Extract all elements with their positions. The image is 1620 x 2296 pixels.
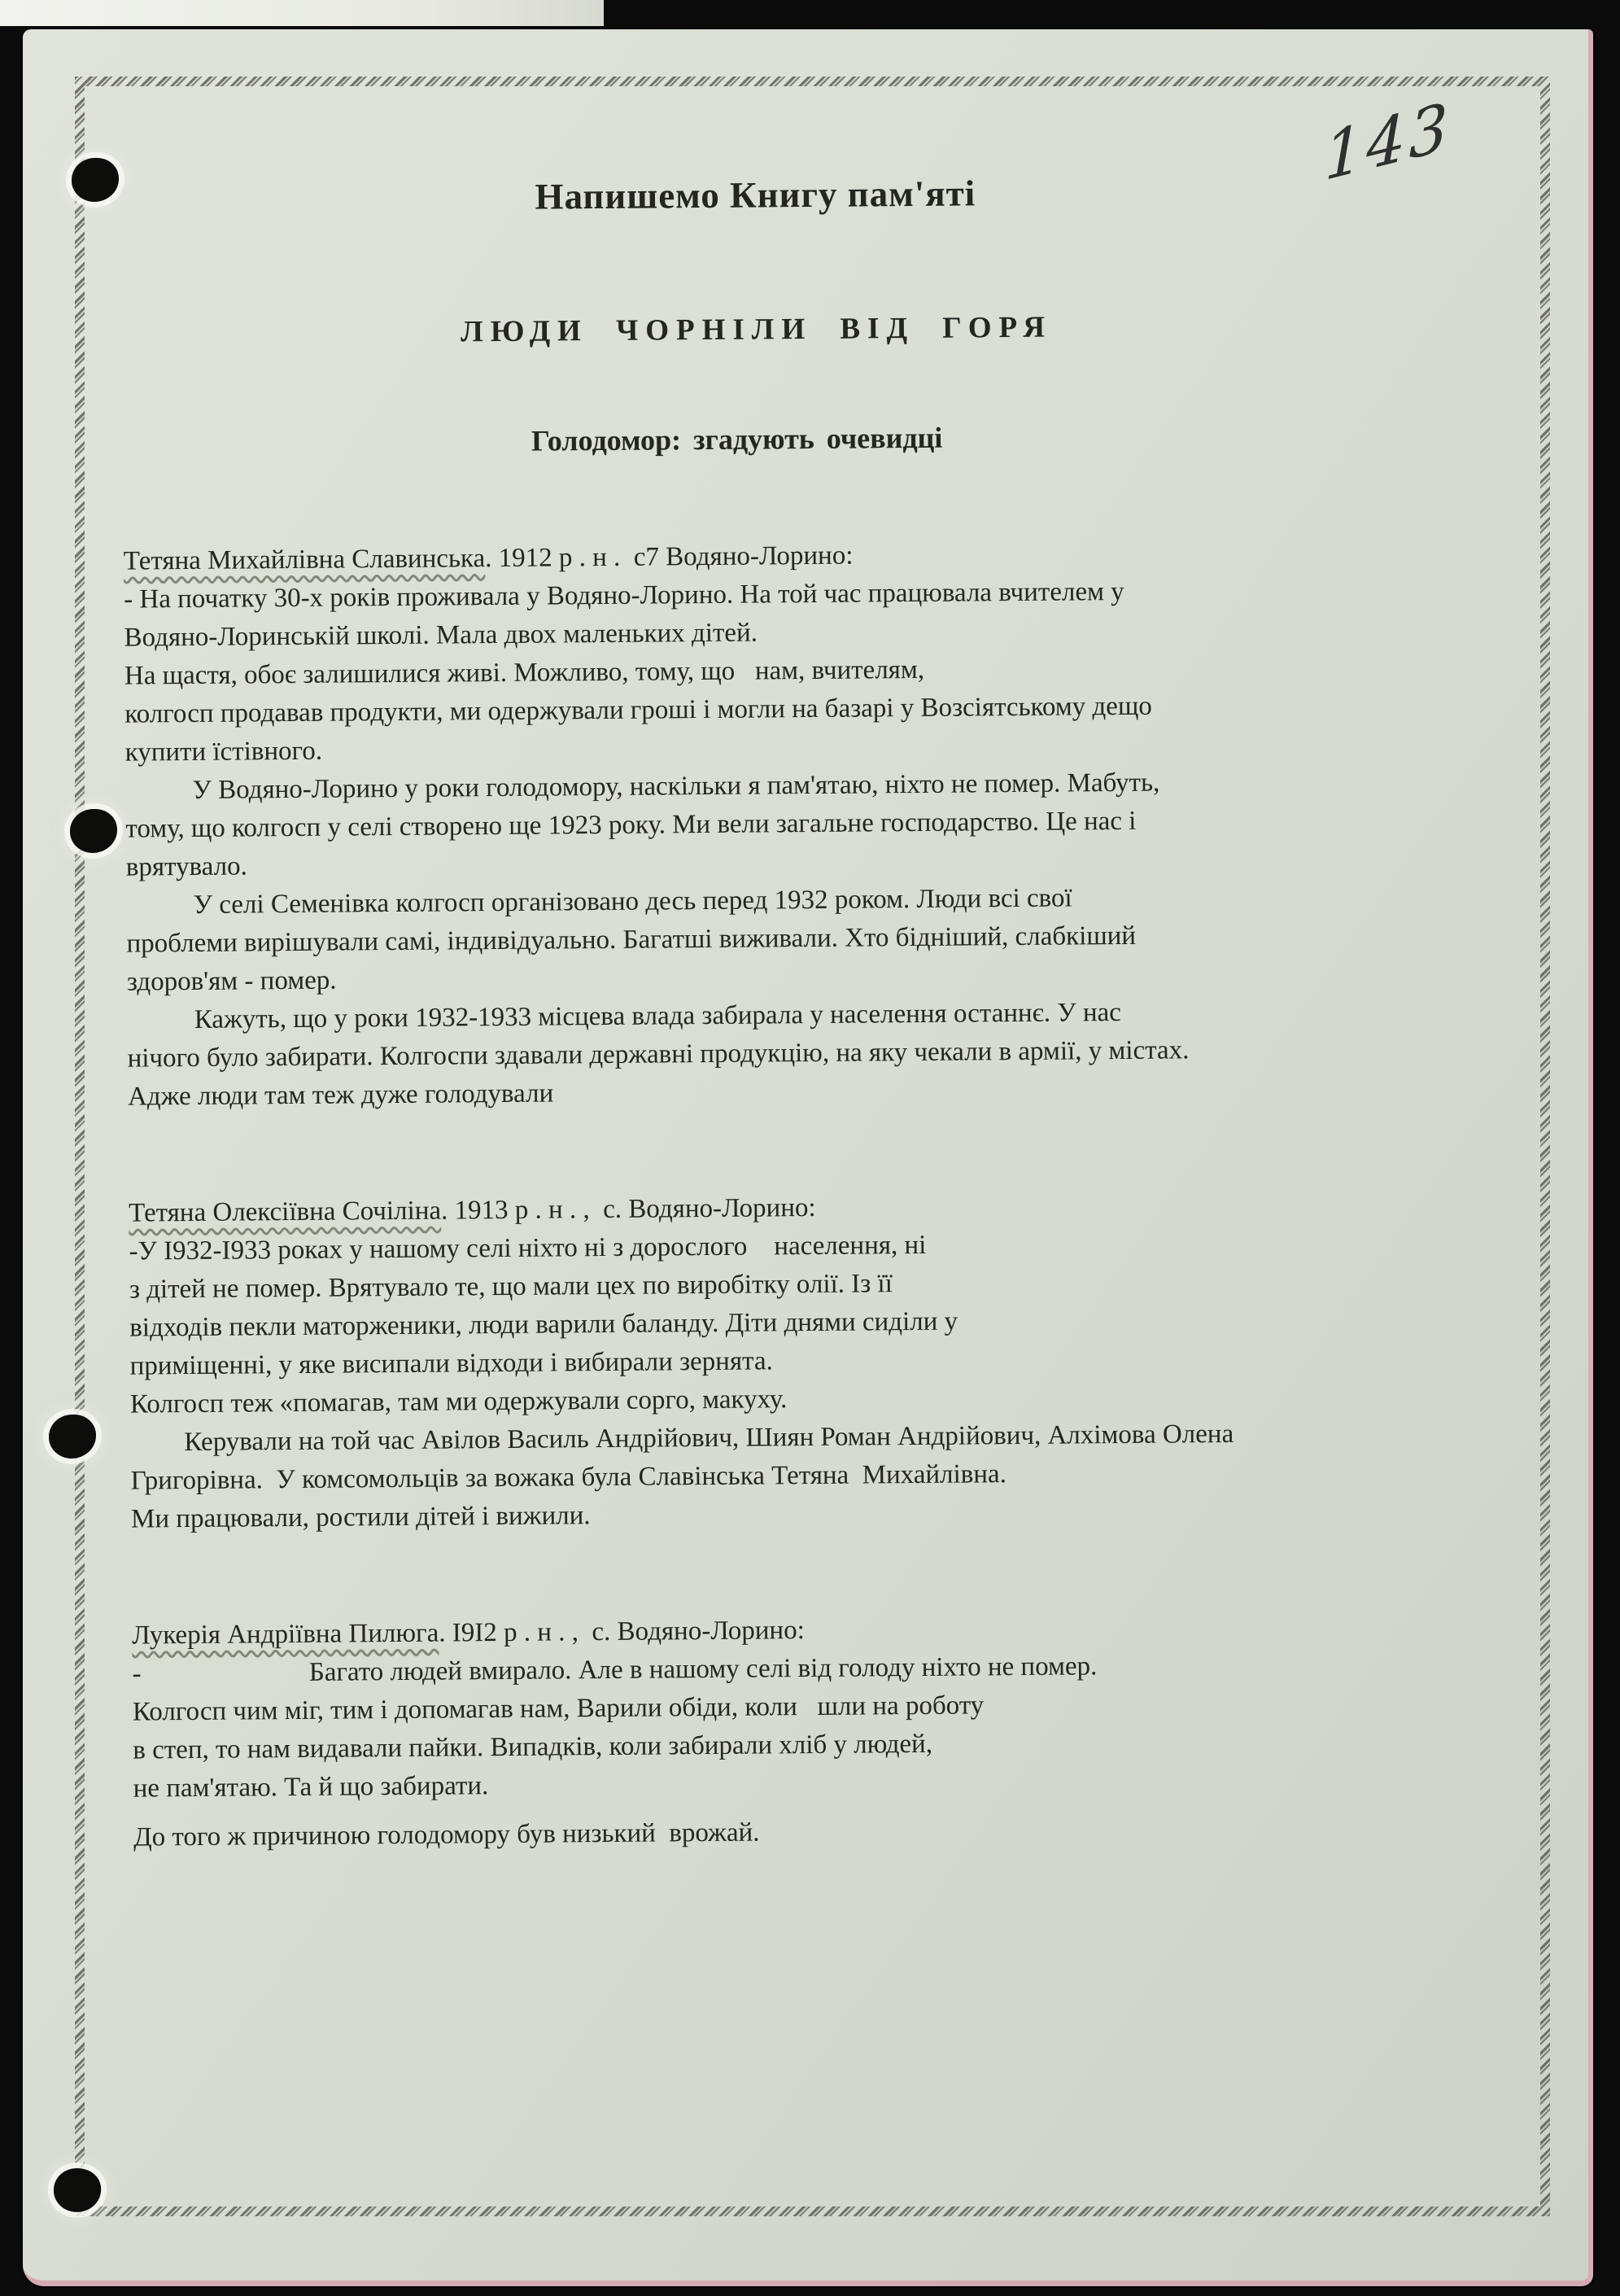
witness-meta: . 1912 р . н . с7 Водяно-Лорино: [485, 540, 854, 574]
witness-section [124, 532, 1446, 1117]
document-content [120, 155, 1452, 1857]
hole-punch [70, 809, 117, 853]
witness-meta: . І9І2 р . н . , с. Водяно-Лорино: [439, 1616, 805, 1648]
witness-testimony: - На початку 30-х років проживала у Водяно-Лорино. На той час працювала вчителем у Водяно-Лоринській школі. Мала двох маленьких дітей. На щастя, обоє залишилися живі. Можливо, тому, що нам, вчителям, колгосп продавав продукти, ми одержували гроші і могли на базарі у Возсіятському дещо купити їстівного. У Водяно-Лорино у роки голодомору, наскільки я пам'ятаю, ніхто не помер. Мабуть, тому, що колгосп у селі створено ще 1923 року. Ми вели загальне господарство. Це нас і врятувало. У селі Семенівка колгосп організовано десь перед 1932 роком. Люди всі свої проблеми вирішували самі, індивідуально. Багатші виживали. Хто бідніший, слабкіший здоров'ям - помер. Кажуть, що у роки 1932-1933 місцева влада забирала у населення останнє. У нас нічого було забирати. Колгоспи здавали державні продукцію, на яку чекали в армії, у містах. Адже люди там теж дуже голодували [124, 576, 1190, 1112]
paper-sheet [23, 29, 1593, 2286]
witness-testimony: -У І932-І933 роках у нашому селі ніхто ні з дорослого населення, ні з дітей не помер. Врятувало те, що мали цех по виробітку олії. Із її відходів пекли маторженики, люди варили баланду. Діти днями сиділи у приміщенні, у яке висипали відходи і вибирали зернята. Колгосп теж «помагав, там ми одержували сорго, макуху. Керували на той час Авілов Василь Андрійович, Шиян Роман Андрійович, Алхімова Олена Григорівна. У комсомольців за вожака була Славінська Тетяна Михайлівна. Ми працювали, ростили дітей і вижили. [129, 1230, 1234, 1534]
page-title: Напишемо Книгу пам'яті [535, 173, 976, 217]
article-subtitle: Голодомор: згадують очевидці [531, 421, 943, 457]
witness-name: Тетяна Олексіївна Сочіліна [128, 1196, 442, 1228]
article-headline: ЛЮДИ ЧОРНІЛИ ВІД ГОРЯ [461, 310, 1053, 349]
witness-name: Лукерія Андріївна Пилюга [132, 1618, 439, 1651]
hole-punch [51, 2165, 104, 2215]
closing-line: До того ж причиною голодомору був низький врожай. [133, 1817, 760, 1852]
witness-name: Тетяна Михайлівна Славинська [123, 544, 486, 576]
witness-section [129, 1184, 1449, 1539]
hole-punch [72, 158, 119, 202]
witness-testimony: - Багато людей вмирало. Але в нашому селі від голоду ніхто не помер. Колгосп чим міг, тим і допомагав нам, Варили обіди, коли шли на роботу в степ, то нам видавали пайки. Випадків, коли забирали хліб у людей, не пам'ятаю. Та й що забирати. [132, 1651, 1098, 1804]
hole-punch [49, 1415, 96, 1459]
witness-section [132, 1607, 1452, 1857]
adjacent-sheet-edge [0, 0, 604, 26]
witness-meta: . 1913 р . н . , с. Водяно-Лорино: [440, 1192, 816, 1226]
handwritten-page-number: 143 [1324, 89, 1452, 196]
